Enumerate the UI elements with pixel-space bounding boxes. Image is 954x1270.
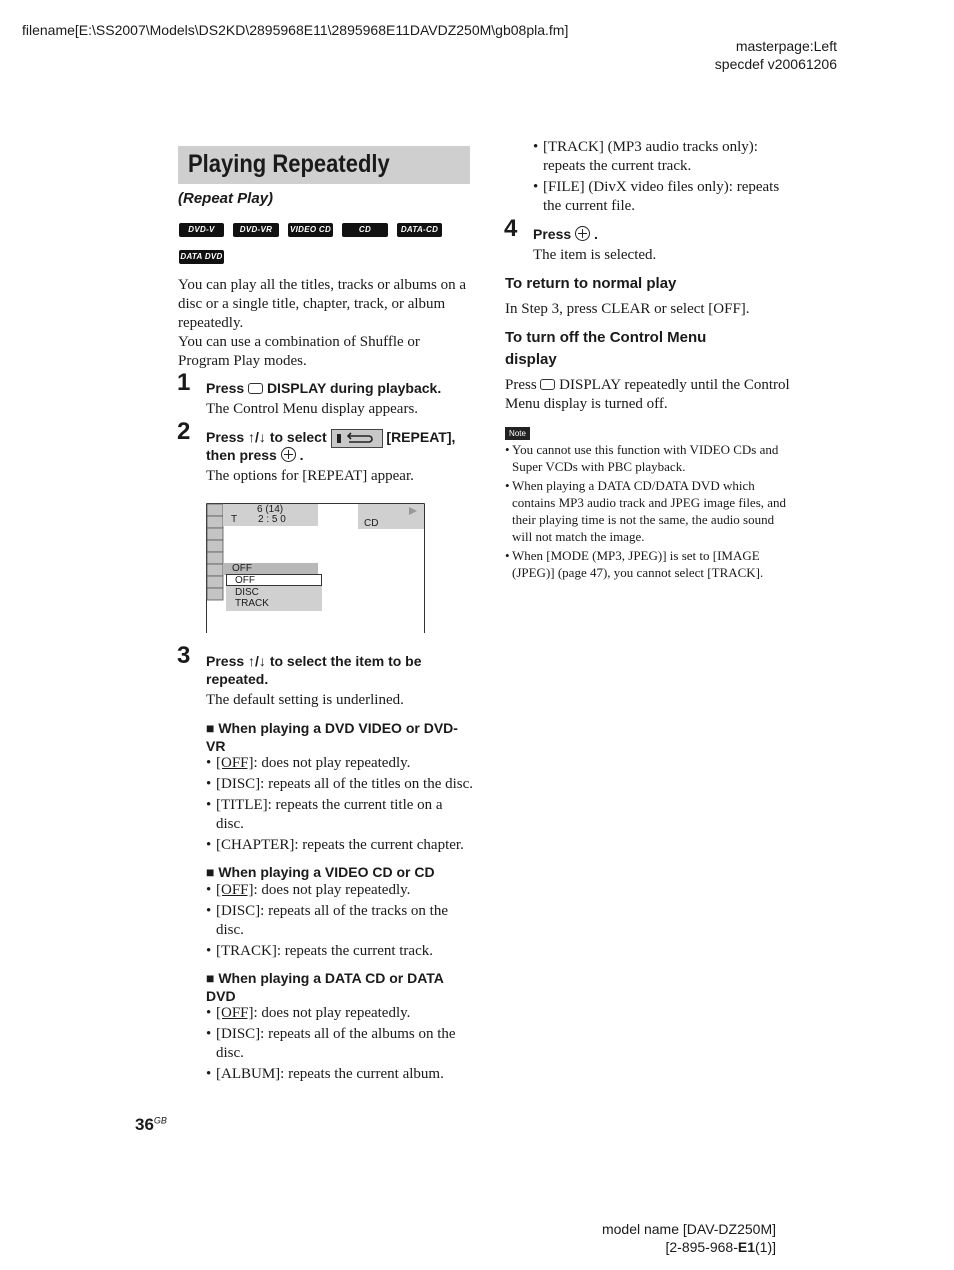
note-2-line-1: When playing a DATA CD/DATA DVD which [512,478,755,493]
vcd-options-list [206,881,481,961]
footer [560,1220,776,1256]
step-1-pre: Press [206,380,245,396]
dvd-title-1: [TITLE]: repeats the current title on a [216,797,443,813]
list-item: • [CHAPTER]: repeats the current chapter. [206,836,481,855]
step-4-instruction [533,225,598,243]
badge-data-cd: DATA-CD [397,223,442,237]
data-off-desc: : does not play repeatedly. [253,1005,411,1021]
data-off-key: [OFF] [216,1005,254,1021]
osd-current-setting: OFF [232,563,252,574]
note-1-line-1: You cannot use this function with VIDEO CDs and [512,442,779,457]
list-item: • [DISC]: repeats all of the tracks on the disc. [206,902,481,940]
header-specdef: specdef v20061206 [714,56,837,72]
note-2-line-3: their playing time is not the same, the audio sound [512,512,775,527]
step-4-number: 4 [504,215,518,242]
osd-option-disc: DISC [235,587,259,598]
list-item: • [FILE] (DivX video files only): repeats the current file. [533,178,808,216]
dvd-heading-2: VR [206,738,226,754]
track-option-2: repeats the current track. [543,158,692,174]
step-1-result: The Control Menu display appears. [206,401,419,417]
turnoff-heading-2: display [505,351,557,368]
badge-data-dvd: DATA DVD [179,250,224,264]
enter-button-icon [281,447,296,462]
display-icon [540,379,555,390]
step-2-line-2 [206,446,303,464]
data-disc-2: disc. [216,1045,244,1061]
step-3-number: 3 [177,642,191,669]
list-item: • [DISC]: repeats all of the albums on the disc. [206,1025,481,1063]
osd-option-off: OFF [235,575,255,586]
page-number [135,1115,167,1135]
data-section-heading [206,969,444,1005]
osd-time: 2 : 5 0 [258,514,286,525]
dvd-disc-text: [DISC]: repeats all of the titles on the disc. [216,776,474,792]
step-3-line-2: repeated. [206,671,269,687]
turnoff-line-2: Menu display is turned off. [505,396,668,412]
list-item: • [ALBUM]: repeats the current album. [206,1065,481,1084]
footer-code-bold: E1 [737,1239,755,1255]
page-number-value: 36 [135,1115,154,1134]
step-4-result: The item is selected. [533,247,657,263]
list-item: • [OFF]: does not play repeatedly. [206,1005,411,1021]
osd-media-type: CD [364,518,379,529]
list-item: • When playing a DATA CD/DATA DVD which contains MP3 audio track and JPEG image files, and their playing time is not the same, the audio sound will not match the image. [505,477,805,545]
list-item: • [OFF]: does not play repeatedly. [206,755,411,771]
badge-video-cd: VIDEO CD [288,223,333,237]
footer-code [560,1238,776,1256]
badge-cd: CD [342,223,388,237]
enter-button-icon [575,226,590,241]
note-2-line-4: will not match the image. [512,529,645,544]
turnoff-post: DISPLAY repeatedly until the Control [559,377,790,393]
list-item: • When [MODE (MP3, JPEG)] is set to [IMAGE (JPEG)] (page 47), you cannot select [TRACK]. [505,547,805,581]
repeat-icon [331,429,383,448]
extra-options-list [533,138,808,216]
intro-paragraph [178,276,473,371]
dvd-chapter-text: [CHAPTER]: repeats the current chapter. [216,837,464,853]
display-icon [248,383,263,394]
step-4-pre: Press [533,226,572,242]
file-option-1: [FILE] (DivX video files only): repeats [543,179,780,195]
step-2-result: The options for [REPEAT] appear. [206,468,414,484]
return-heading: To return to normal play [505,275,677,292]
vcd-track-text: [TRACK]: repeats the current track. [216,943,433,959]
header-masterpage: masterpage:Left [735,38,837,54]
header-meta [650,37,837,73]
step-1-post: DISPLAY during playback. [266,380,442,396]
step-2-instruction [206,428,481,448]
data-album-text: [ALBUM]: repeats the current album. [216,1066,444,1082]
control-menu-screen [206,503,425,633]
step-3-instruction [206,652,422,688]
step-2-line2: then press [206,447,277,463]
note-badge: Note [505,427,530,440]
step-2-number: 2 [177,418,191,445]
osd-option-track: TRACK [235,598,269,609]
intro-text-1: You can play all the titles, tracks or albums on a disc or a single title, chapter, track, or album repeatedly. [178,277,467,331]
dvd-section-heading [206,719,458,755]
list-item: • [OFF]: does not play repeatedly. [206,882,411,898]
step-2-pre: Press ↑/↓ to select [206,429,327,445]
list-item: • [DISC]: repeats all of the titles on the disc. [206,775,481,794]
data-heading-2: DVD [206,988,236,1004]
file-option-2: the current file. [543,198,636,214]
vcd-off-desc: : does not play repeatedly. [253,882,411,898]
turnoff-text [505,376,790,414]
header-filename: filename[E:\SS2007\Models\DS2KD\2895968E11\2895968E11DAVDZ250M\gb08pla.fm] [22,22,569,38]
turnoff-heading [505,327,706,371]
dvd-heading-1: ■ When playing a DVD VIDEO or DVD- [206,720,458,736]
step-3-line-1: Press ↑/↓ to select the item to be [206,653,422,669]
note-1-line-2: Super VCDs with PBC playback. [512,459,686,474]
vcd-disc-1: [DISC]: repeats all of the tracks on the [216,903,449,919]
data-disc-1: [DISC]: repeats all of the albums on the [216,1026,456,1042]
note-2-line-2: contains MP3 audio track and JPEG image files, and [512,495,787,510]
step-2-post: [REPEAT], [386,429,456,445]
return-text: In Step 3, press CLEAR or select [OFF]. [505,301,750,317]
data-heading-1: ■ When playing a DATA CD or DATA [206,970,444,986]
notes-list [505,441,805,581]
osd-time-label: T [231,514,238,525]
note-3-line-1: When [MODE (MP3, JPEG)] is set to [IMAGE [512,548,760,563]
dvd-options-list [206,754,481,855]
track-option-1: [TRACK] (MP3 audio tracks only): [543,139,758,155]
turnoff-pre: Press [505,377,537,393]
footer-code-pre: [2-895-968- [665,1239,738,1255]
vcd-disc-2: disc. [216,922,244,938]
list-item: • [TRACK]: repeats the current track. [206,942,481,961]
turnoff-heading-1: To turn off the Control Menu [505,329,707,346]
badge-dvd-v: DVD-V [179,223,224,237]
page-subtitle: (Repeat Play) [178,190,274,207]
footer-model: model name [DAV-DZ250M] [601,1221,776,1237]
osd-counter: 6 (14) [257,504,284,515]
page-number-suffix: GB [153,1115,167,1126]
step-3-result: The default setting is underlined. [206,692,404,708]
step-2-period: . [299,447,304,463]
badge-dvd-vr: DVD-VR [233,223,279,237]
vcd-off-key: [OFF] [216,882,254,898]
footer-code-post: (1)] [755,1239,776,1255]
vcd-section-heading: ■ When playing a VIDEO CD or CD [206,864,435,880]
step-1-instruction [206,379,476,397]
step-1-number: 1 [177,369,191,396]
dvd-title-2: disc. [216,816,244,832]
intro-text-2: You can use a combination of Shuffle or Program Play modes. [178,334,420,369]
list-item: • You cannot use this function with VIDEO CDs and Super VCDs with PBC playback. [505,441,805,475]
data-options-list [206,1004,481,1084]
page-title: Playing Repeatedly [188,150,390,178]
list-item: • [TITLE]: repeats the current title on a disc. [206,796,481,834]
step-4-post: . [593,226,598,242]
note-3-line-2: (JPEG)] (page 47), you cannot select [TRACK]. [512,565,764,580]
dvd-off-key: [OFF] [216,755,254,771]
dvd-off-desc: : does not play repeatedly. [253,755,411,771]
list-item: • [TRACK] (MP3 audio tracks only): repeats the current track. [533,138,808,176]
